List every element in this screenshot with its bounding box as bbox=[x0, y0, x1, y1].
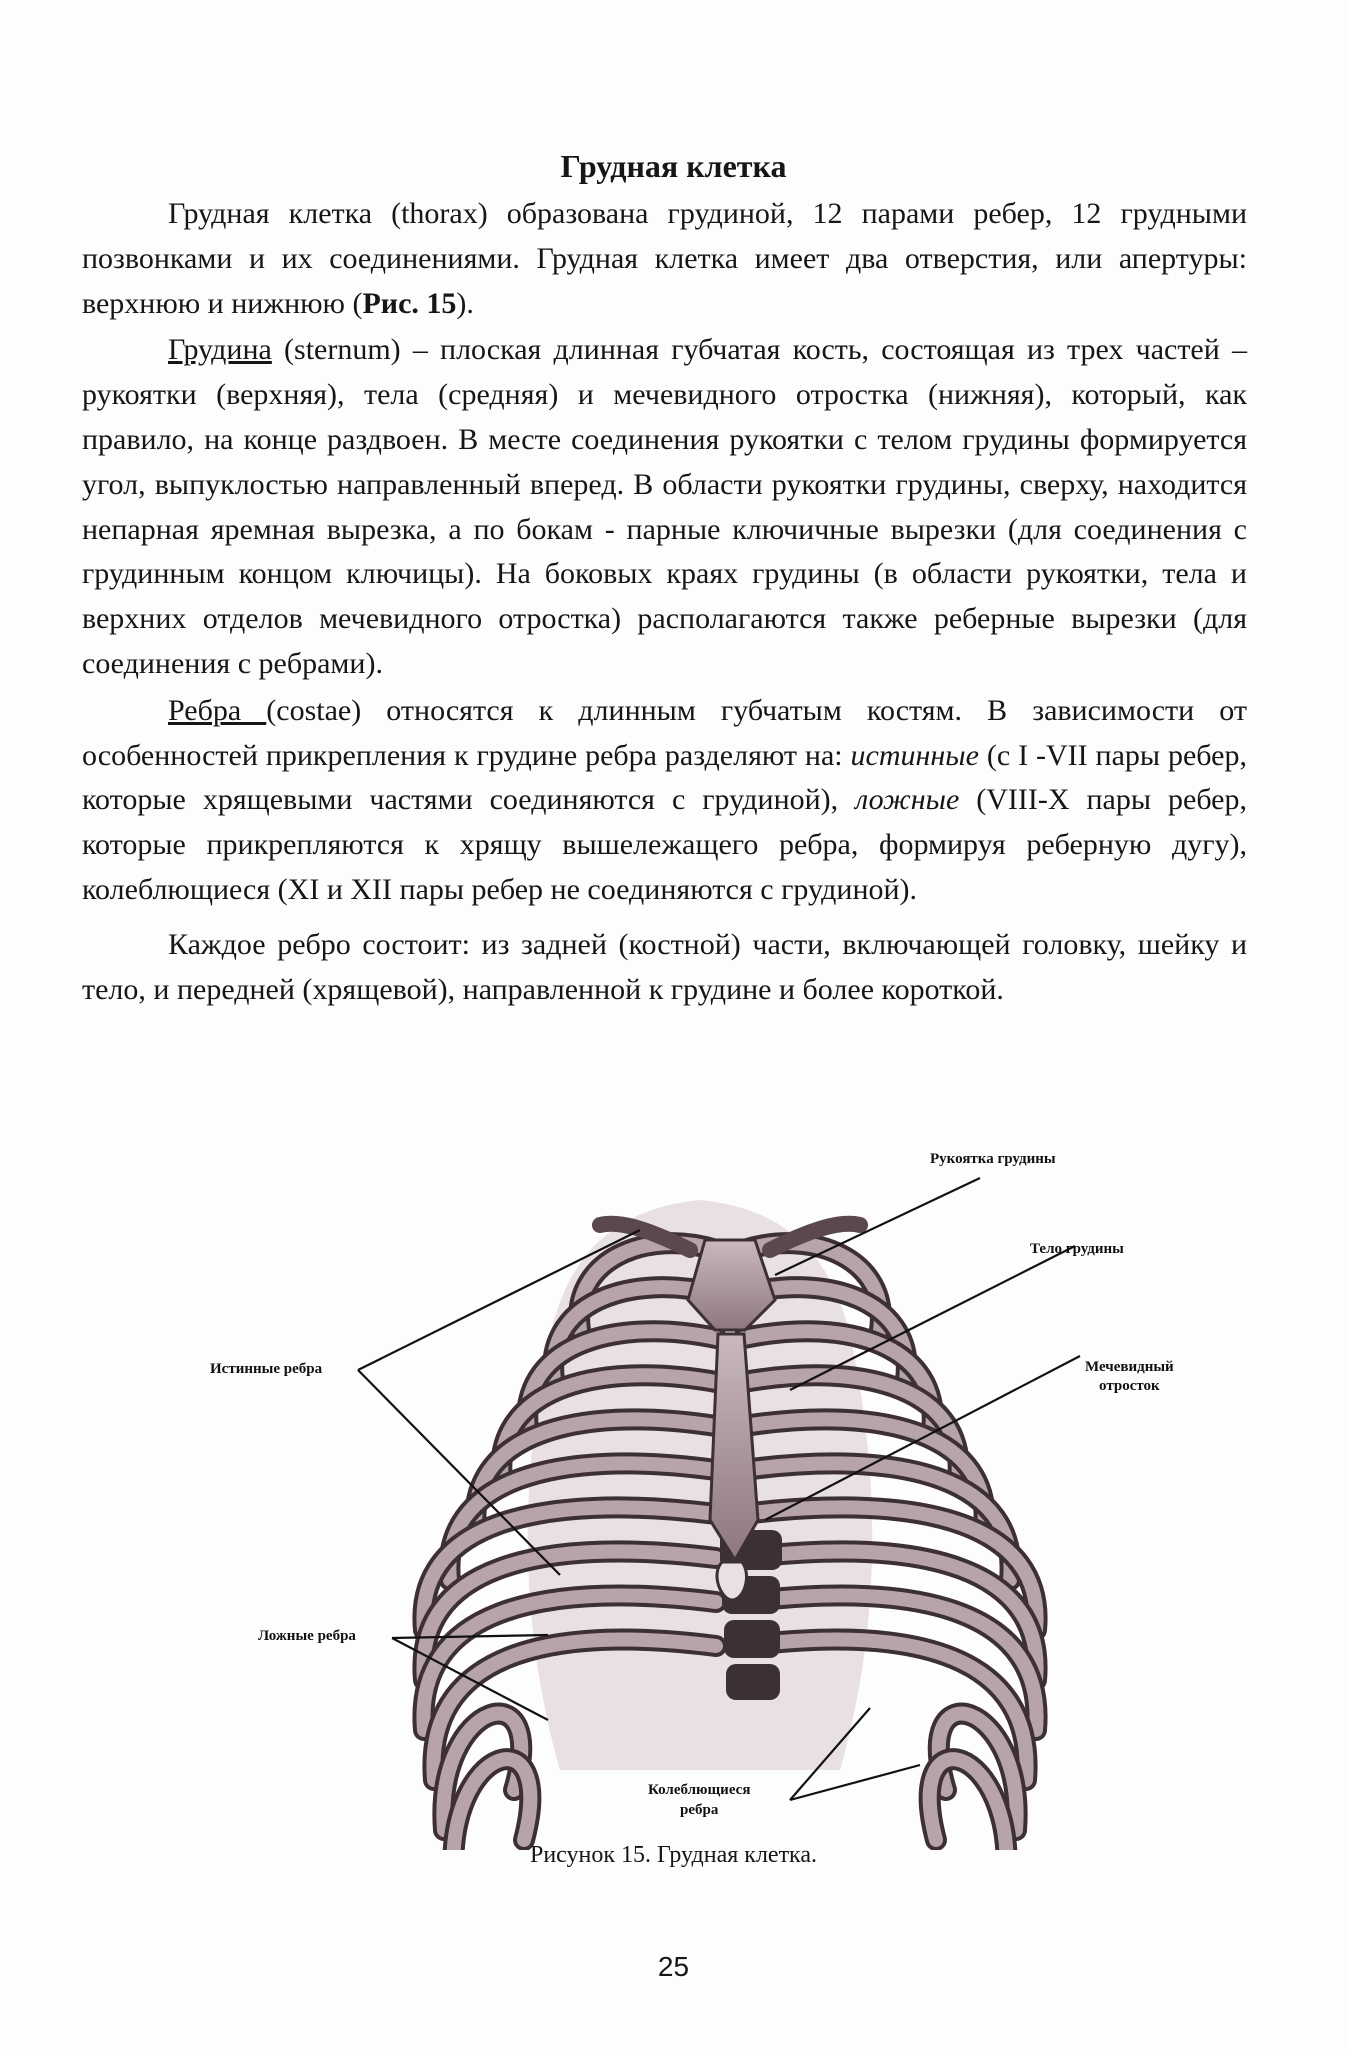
term-false-ribs: ложные bbox=[855, 783, 960, 817]
label-false-ribs: Ложные ребра bbox=[258, 1628, 356, 1644]
page-number: 25 bbox=[657, 1951, 690, 1982]
figure-reference: Рис. 15 bbox=[362, 286, 457, 320]
text-run: Каждое ребро состоит: из задней (костной) части, включающей головку, шейку и тело, и передней (хрящевой), направленной к грудине и более короткой. bbox=[82, 927, 1247, 1006]
page-title: Грудная клетка bbox=[560, 148, 787, 184]
text-run: (VIII-X пары ребер, которые прикрепляются к хрящу вышележащего ребра, формируя реберную дугу), колеблющиеся (XI и XII пары ребер не соединяются с грудиной). bbox=[82, 783, 1247, 906]
rib-cage-illustration bbox=[0, 1130, 1347, 1850]
text-run: (costae) относятся к длинным губчатым костям. В зависимости от особенностей прикрепления к грудине ребра разделяют на: bbox=[82, 693, 1247, 772]
term-sternum: Грудина bbox=[168, 333, 272, 367]
paragraph-sternum bbox=[82, 328, 1247, 686]
label-xiphoid-line1: Мечевидный bbox=[1085, 1359, 1174, 1375]
paragraph-thorax bbox=[82, 192, 1247, 326]
label-xiphoid bbox=[1085, 1358, 1174, 1396]
paragraph-ribs bbox=[82, 689, 1247, 913]
label-xiphoid-line2: отросток bbox=[1099, 1378, 1160, 1394]
label-manubrium: Рукоятка грудины bbox=[930, 1151, 1056, 1167]
text-run: (sternum) – плоская длинная губчатая кость, состоящая из трех частей – рукоятки (верхняя), тела (средняя) и мечевидного отростка (нижняя), который, как правило, на конце раздвоен. В месте соединения рукоятки с телом грудины формируется угол, выпуклостью направленный вперед. В области рукоятки грудины, сверху, находится непарная яремная вырезка, а по бокам - парные ключичные вырезки (для соединения с грудинным концом ключицы). На боковых краях грудины (в области рукоятки, тела и верхних отделов мечевидного отростка) располагаются также реберные вырезки (для соединения с ребрами). bbox=[82, 333, 1247, 680]
figure-caption: Рисунок 15. Грудная клетка. bbox=[529, 1842, 818, 1868]
label-floating-ribs bbox=[648, 1780, 750, 1820]
paragraph-rib-structure bbox=[82, 923, 1247, 1013]
label-floating-line2: ребра bbox=[680, 1802, 719, 1818]
text-run: ). bbox=[456, 286, 474, 320]
text-run: (с I -VII пары ребер, которые хрящевыми частями соединяются с грудиной), bbox=[82, 738, 1247, 817]
label-floating-line1: Колеблющиеся bbox=[648, 1782, 751, 1798]
term-ribs: Ребра bbox=[168, 693, 267, 727]
body-text bbox=[82, 192, 1247, 1012]
term-true-ribs: истинные bbox=[850, 738, 979, 772]
text-run: Грудная клетка (thorax) образована грудиной, 12 парами ребер, 12 грудными позвонками и их соединениями. Грудная клетка имеет два отверстия, или апертуры: верхнюю и нижнюю ( bbox=[82, 197, 1247, 320]
rib-cage-figure bbox=[0, 1130, 1347, 1850]
label-true-ribs: Истинные ребра bbox=[210, 1361, 323, 1377]
label-sternum-body: Тело грудины bbox=[1030, 1241, 1124, 1257]
